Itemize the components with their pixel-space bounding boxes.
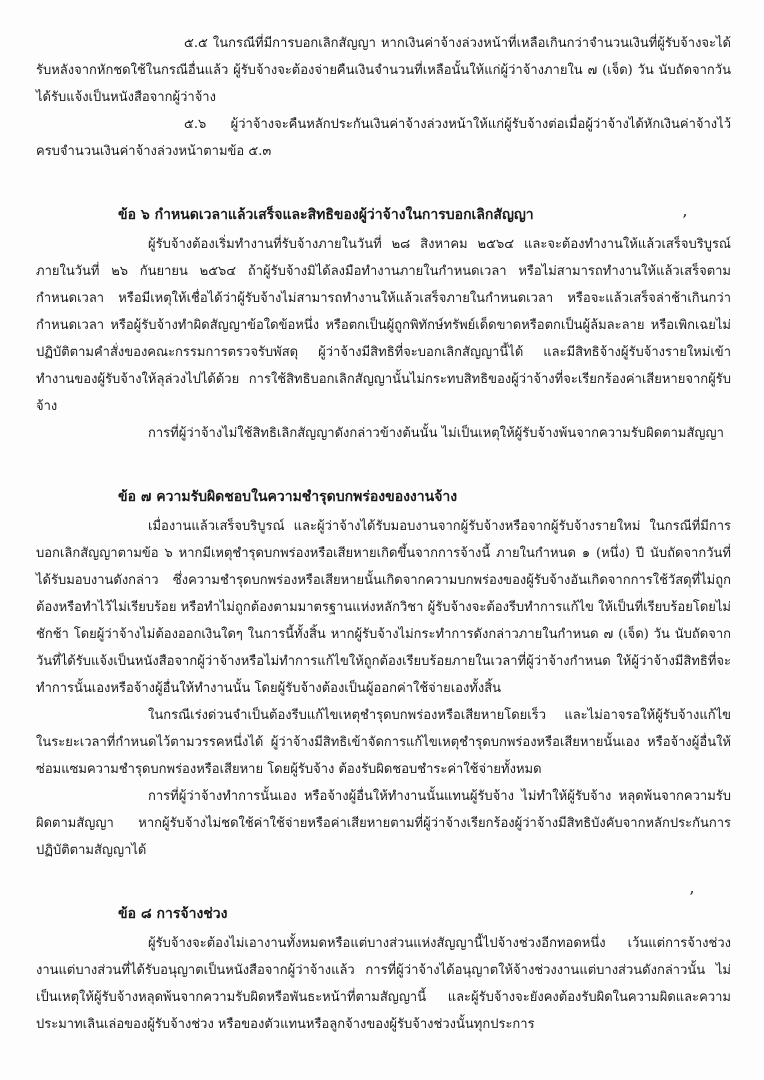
document-body xyxy=(36,30,731,1038)
clause-8-heading: ข้อ ๘ การจ้างช่วง xyxy=(118,906,228,922)
clause-8-paragraph: ผู้รับจ้างจะต้องไม่เอางานทั้งหมดหรือแต่บางส่วนแห่งสัญญานี้ไปจ้างช่วงอีกทอดหนึ่ง เว้นแต่การจ้างช่วงงานแต่บางส่วนที่ได้รับอนุญาตเป็นหนังสือจากผู้ว่าจ้างแล้ว การที่ผู้ว่าจ้างได้อนุญาตให้จ้างช่วงงานแต่บางส่วนดังกล่าวนั้น ไม่เป็นเหตุให้ผู้รับจ้างหลุดพ้นจากความรับผิดหรือพันธะหน้าที่ตามสัญญานี้ และผู้รับจ้างจะยังคงต้องรับผิดในความผิดและความประมาทเลินเล่อของผู้รับจ้างช่วง หรือของตัวแทนหรือลูกจ้างของผู้รับจ้างช่วงนั้นทุกประการ xyxy=(36,936,731,1032)
clause-7-paragraph: การที่ผู้ว่าจ้างทำการนั้นเอง หรือจ้างผู้อื่นให้ทำงานนั้นแทนผู้รับจ้าง ไม่ทำให้ผู้รับจ้าง หลุดพ้นจากความรับผิดตามสัญญา หากผู้รับจ้างไม่ชดใช้ค่าใช้จ่ายหรือค่าเสียหายตามที่ผู้ว่าจ้างเรียกร้องผู้ว่าจ้างมีสิทธิบังคับจากหลักประกันการปฏิบัติตามสัญญาได้ xyxy=(36,789,731,858)
clause-7-heading: ข้อ ๗ ความรับผิดชอบในความชำรุดบกพร่องของงานจ้าง xyxy=(118,489,458,505)
clause-7-paragraph: เมื่องานแล้วเสร็จบริบูรณ์ และผู้ว่าจ้างได้รับมอบงานจากผู้รับจ้างหรือจากผู้รับจ้างรายใหม่ ในกรณีที่มีการบอกเลิกสัญญาตามข้อ ๖ หากมีเหตุชำรุดบกพร่องหรือเสียหายเกิดขึ้นจากการจ้างนี้ ภายในกำหนด ๑ (หนึ่ง) ปี นับถัดจากวันที่ได้รับมอบงานดังกล่าว ซึ่งความชำรุดบกพร่องหรือเสียหายนั้นเกิดจากความบกพร่องของผู้รับจ้างอันเกิดจากการใช้วัสดุที่ไม่ถูกต้องหรือทำไว้ไม่เรียบร้อย หรือทำไม่ถูกต้องตามมาตรฐานแห่งหลักวิชา ผู้รับจ้างจะต้องรีบทำการแก้ไข ให้เป็นที่เรียบร้อยโดยไม่ชักช้า โดยผู้ว่าจ้างไม่ต้องออกเงินใดๆ ในการนี้ทั้งสิ้น หากผู้รับจ้างไม่กระทำการดังกล่าวภายในกำหนด ๗ (เจ็ด) วัน นับถัดจากวันที่ได้รับแจ้งเป็นหนังสือจากผู้ว่าจ้างหรือไม่ทำการแก้ไขให้ถูกต้องเรียบร้อยภายในเวลาที่ผู้ว่าจ้างกำหนด ให้ผู้ว่าจ้างมีสิทธิที่จะทำการนั้นเองหรือจ้างผู้อื่นให้ทำงานนั้น โดยผู้รับจ้างต้องเป็นผู้ออกค่าใช้จ่ายเองทั้งสิ้น xyxy=(36,519,731,696)
clause-6-paragraph: การที่ผู้ว่าจ้างไม่ใช้สิทธิเลิกสัญญาดังกล่าวข้างต้นนั้น ไม่เป็นเหตุให้ผู้รับจ้างพ้นจากความรับผิดตามสัญญา xyxy=(148,426,724,441)
clause-5-5: ๕.๕ ในกรณีที่มีการบอกเลิกสัญญา หากเงินค่าจ้างล่วงหน้าที่เหลือเกินกว่าจำนวนเงินที่ผู้รับจ้างจะได้รับหลังจากหักชดใช้ในกรณีอื่นแล้ว ผู้รับจ้างจะต้องจ่ายคืนเงินจำนวนที่เหลือนั้นให้แก่ผู้ว่าจ้างภายใน ๗ (เจ็ด) วัน นับถัดจากวันได้รับแจ้งเป็นหนังสือจากผู้ว่าจ้าง xyxy=(36,36,731,105)
stray-mark: , xyxy=(690,882,695,896)
clause-7-paragraph: ในกรณีเร่งด่วนจำเป็นต้องรีบแก้ไขเหตุชำรุดบกพร่องหรือเสียหายโดยเร็ว และไม่อาจรอให้ผู้รับจ้างแก้ไขในระยะเวลาที่กำหนดไว้ตามวรรคหนึ่งได้ ผู้ว่าจ้างมีสิทธิเข้าจัดการแก้ไขเหตุชำรุดบกพร่องหรือเสียหายนั้นเอง หรือจ้างผู้อื่นให้ซ่อมแซมความชำรุดบกพร่องหรือเสียหาย โดยผู้รับจ้าง ต้องรับผิดชอบชำระค่าใช้จ่ายทั้งหมด xyxy=(36,708,731,777)
clause-6-paragraph: ผู้รับจ้างต้องเริ่มทำงานที่รับจ้างภายในวันที่ ๒๘ สิงหาคม ๒๕๖๔ และจะต้องทำงานให้แล้วเสร็จบริบูรณ์ภายในวันที่ ๒๖ กันยายน ๒๕๖๔ ถ้าผู้รับจ้างมิได้ลงมือทำงานภายในกำหนดเวลา หรือไม่สามารถทำงานให้แล้วเสร็จตามกำหนดเวลา หรือมีเหตุให้เชื่อได้ว่าผู้รับจ้างไม่สามารถทำงานให้แล้วเสร็จภายในกำหนดเวลา หรือจะแล้วเสร็จล่าช้าเกินกว่ากำหนดเวลา หรือผู้รับจ้างทำผิดสัญญาข้อใดข้อหนึ่ง หรือตกเป็นผู้ถูกพิทักษ์ทรัพย์เด็ดขาดหรือตกเป็นผู้ล้มละลาย หรือเพิกเฉยไม่ปฏิบัติตามคำสั่งของคณะกรรมการตรวจรับพัสดุ ผู้ว่าจ้างมีสิทธิที่จะบอกเลิกสัญญานี้ได้ และมีสิทธิจ้างผู้รับจ้างรายใหม่เข้าทำงานของผู้รับจ้างให้ลุล่วงไปได้ด้วย การใช้สิทธิบอกเลิกสัญญานั้นไม่กระทบสิทธิของผู้ว่าจ้างที่จะเรียกร้องค่าเสียหายจากผู้รับจ้าง xyxy=(36,237,731,414)
clause-5-6: ๕.๖ ผู้ว่าจ้างจะคืนหลักประกันเงินค่าจ้างล่วงหน้าให้แก่ผู้รับจ้างต่อเมื่อผู้ว่าจ้างได้หักเงินค่าจ้างไว้ครบจำนวนเงินค่าจ้างล่วงหน้าตามข้อ ๕.๓ xyxy=(36,117,731,159)
clause-6-heading: ข้อ ๖ กำหนดเวลาแล้วเสร็จและสิทธิของผู้ว่าจ้างในการบอกเลิกสัญญา xyxy=(118,207,534,223)
stray-mark: , xyxy=(683,205,688,219)
